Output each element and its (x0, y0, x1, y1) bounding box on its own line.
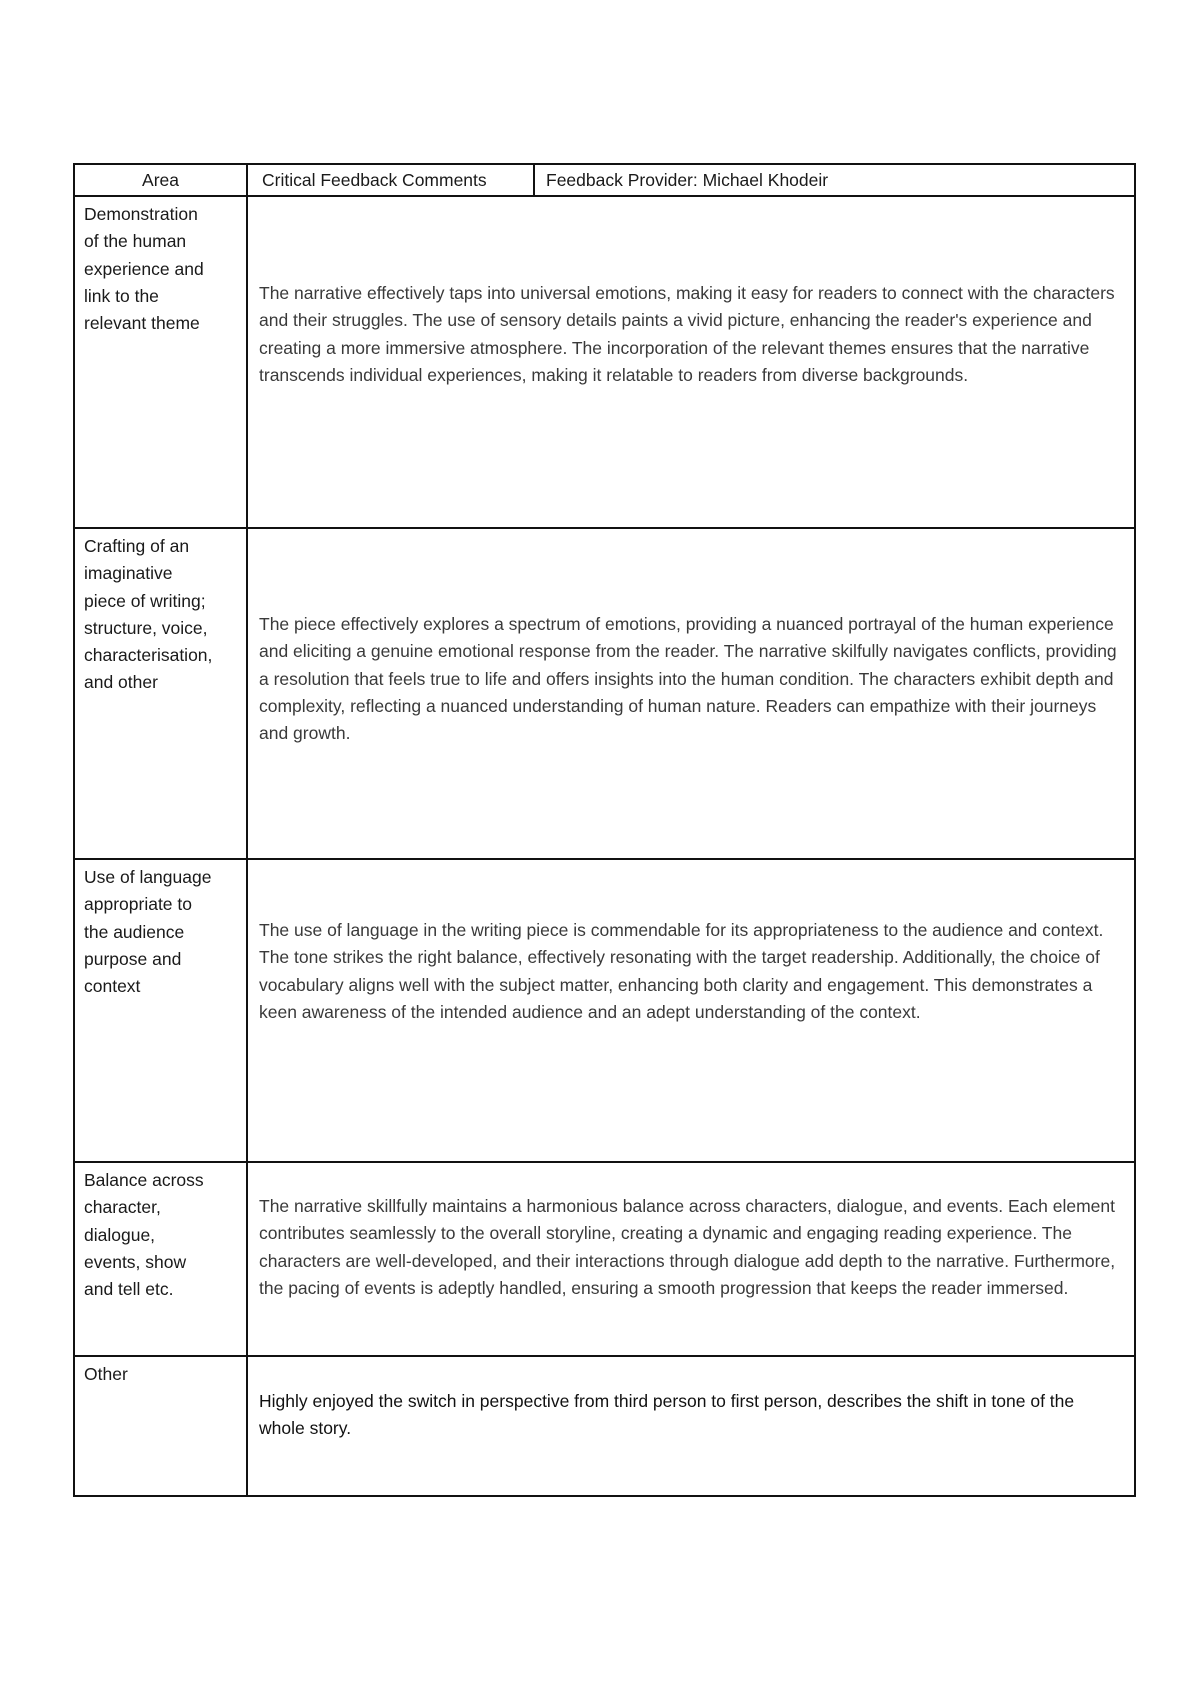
comment-text: The use of language in the writing piece is commendable for its appropriateness to the audience and context. The tone strikes the right balance, effectively resonating with the target readership. Additionally, the choice of vocabulary aligns well with the subject matter, enhancing both clarity and engagement. This demonstrates a keen awareness of the intended audience and an adept understanding of the context. (259, 920, 1104, 1022)
header-feedback-provider: Feedback Provider: Michael Khodeir (546, 170, 829, 190)
area-cell: Other (75, 1357, 248, 1495)
header-critical-feedback: Critical Feedback Comments (248, 165, 535, 195)
comment-cell (248, 1163, 1134, 1355)
comment-text: The narrative skillfully maintains a harmonious balance across characters, dialogue, and events. Each element contributes seamlessly to the overall storyline, creating a dynamic and engaging reading experience. The characters are well-developed, and their interactions through dialogue add depth to the narrative. Furthermore, the pacing of events is adeptly handled, ensuring a smooth progression that keeps the reader immersed. (259, 1196, 1116, 1298)
comment-text: The narrative effectively taps into universal emotions, making it easy for readers to connect with the characters and their struggles. The use of sensory details paints a vivid picture, enhancing the reader's experience and creating a more immersive atmosphere. The incorporation of the relevant themes ensures that the narrative transcends individual experiences, making it relatable to readers from diverse backgrounds. (259, 283, 1115, 385)
area-cell: Use of language appropriate to the audience purpose and context (75, 860, 248, 1161)
table-row-crafting (75, 529, 1134, 860)
table-row-language (75, 860, 1134, 1163)
feedback-table (73, 163, 1136, 1497)
area-cell: Demonstration of the human experience and link to the relevant theme (75, 197, 248, 527)
area-cell: Balance across character, dialogue, events, show and tell etc. (75, 1163, 248, 1355)
header-area: Area (75, 165, 248, 195)
comment-text: Highly enjoyed the switch in perspective from third person to first person, describes the shift in tone of the whole story. (259, 1391, 1075, 1439)
comment-text: The piece effectively explores a spectrum of emotions, providing a nuanced portrayal of the human experience and eliciting a genuine emotional response from the reader. The narrative skilfully navigates conflicts, providing a resolution that feels true to life and offers insights into the human condition. The characters exhibit depth and complexity, reflecting a nuanced understanding of human nature. Readers can empathize with their journeys and growth. (259, 614, 1117, 744)
comment-cell (248, 197, 1134, 527)
comment-cell (248, 1357, 1134, 1495)
table-row-balance (75, 1163, 1134, 1357)
area-cell: Crafting of an imaginative piece of writing; structure, voice, characterisation, and other (75, 529, 248, 858)
comment-cell (248, 860, 1134, 1161)
comment-cell (248, 529, 1134, 858)
table-header-row (75, 165, 1134, 197)
table-row-human-experience (75, 197, 1134, 529)
table-row-other (75, 1357, 1134, 1495)
